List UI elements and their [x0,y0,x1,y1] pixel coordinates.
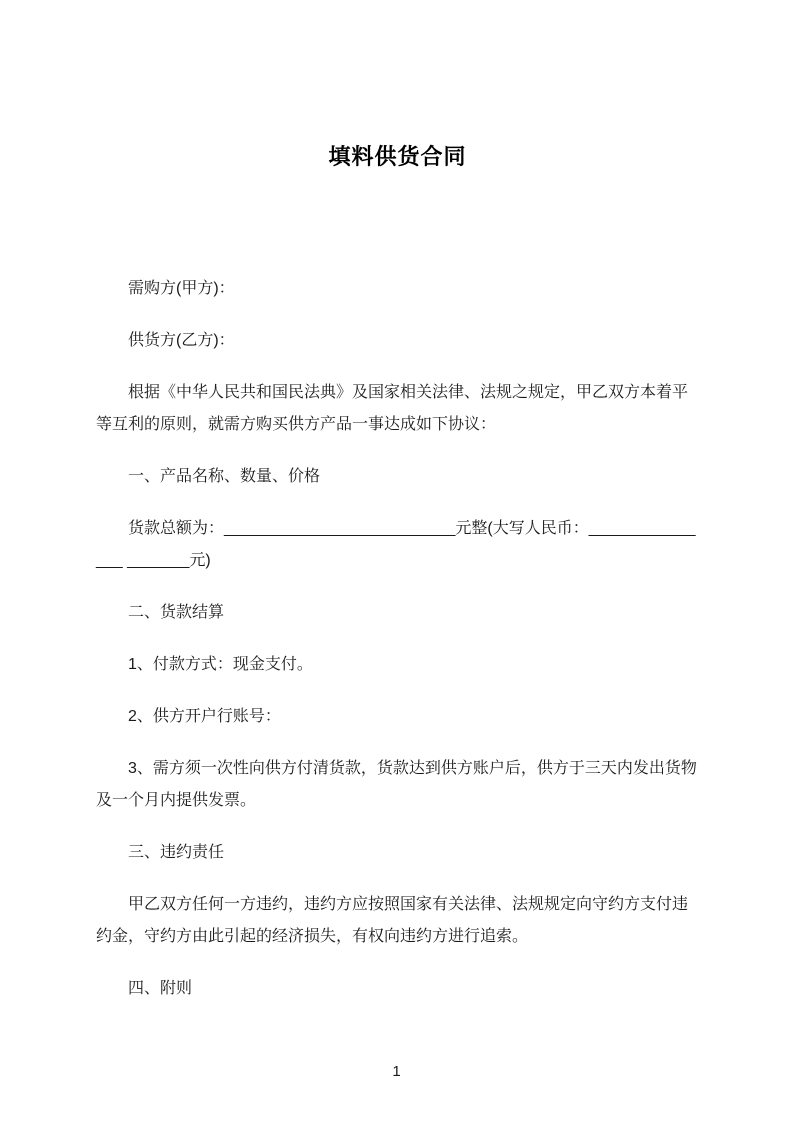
clause-2-1-payment-method: 1、付款方式：现金支付。 [128,656,313,673]
clause-2-2-bank-account: 2、供方开户行账号： [128,708,281,725]
preamble-paragraph: 根据《中华人民共和国民法典》及国家相关法律、法规之规定，甲乙双方本着平等互利的原则，就需方购买供方产品一事达成如下协议： [96,384,689,433]
payment-total-line: 货款总额为：__________________________元整(大写人民币：_______________ _______元) [96,520,696,569]
supplier-party-line: 供货方(乙方)： [128,332,235,349]
clause-2-3-payment-terms: 3、需方须一次性向供方付清货款，货款达到供方账户后，供方于三天内发出货物及一个月内提供发票。 [96,760,697,809]
breach-liability-paragraph: 甲乙双方任何一方违约，违约方应按照国家有关法律、法规规定向守约方支付违约金，守约方由此引起的经济损失，有权向违约方进行追索。 [96,896,689,945]
section-1-heading: 一、产品名称、数量、价格 [128,468,321,485]
document-title: 填料供货合同 [328,144,467,169]
buyer-party-line: 需购方(甲方)： [128,280,235,297]
section-3-heading: 三、违约责任 [128,844,225,861]
section-4-heading: 四、附则 [128,980,193,997]
page-number: 1 [392,1063,401,1080]
section-2-heading: 二、货款结算 [128,604,225,621]
